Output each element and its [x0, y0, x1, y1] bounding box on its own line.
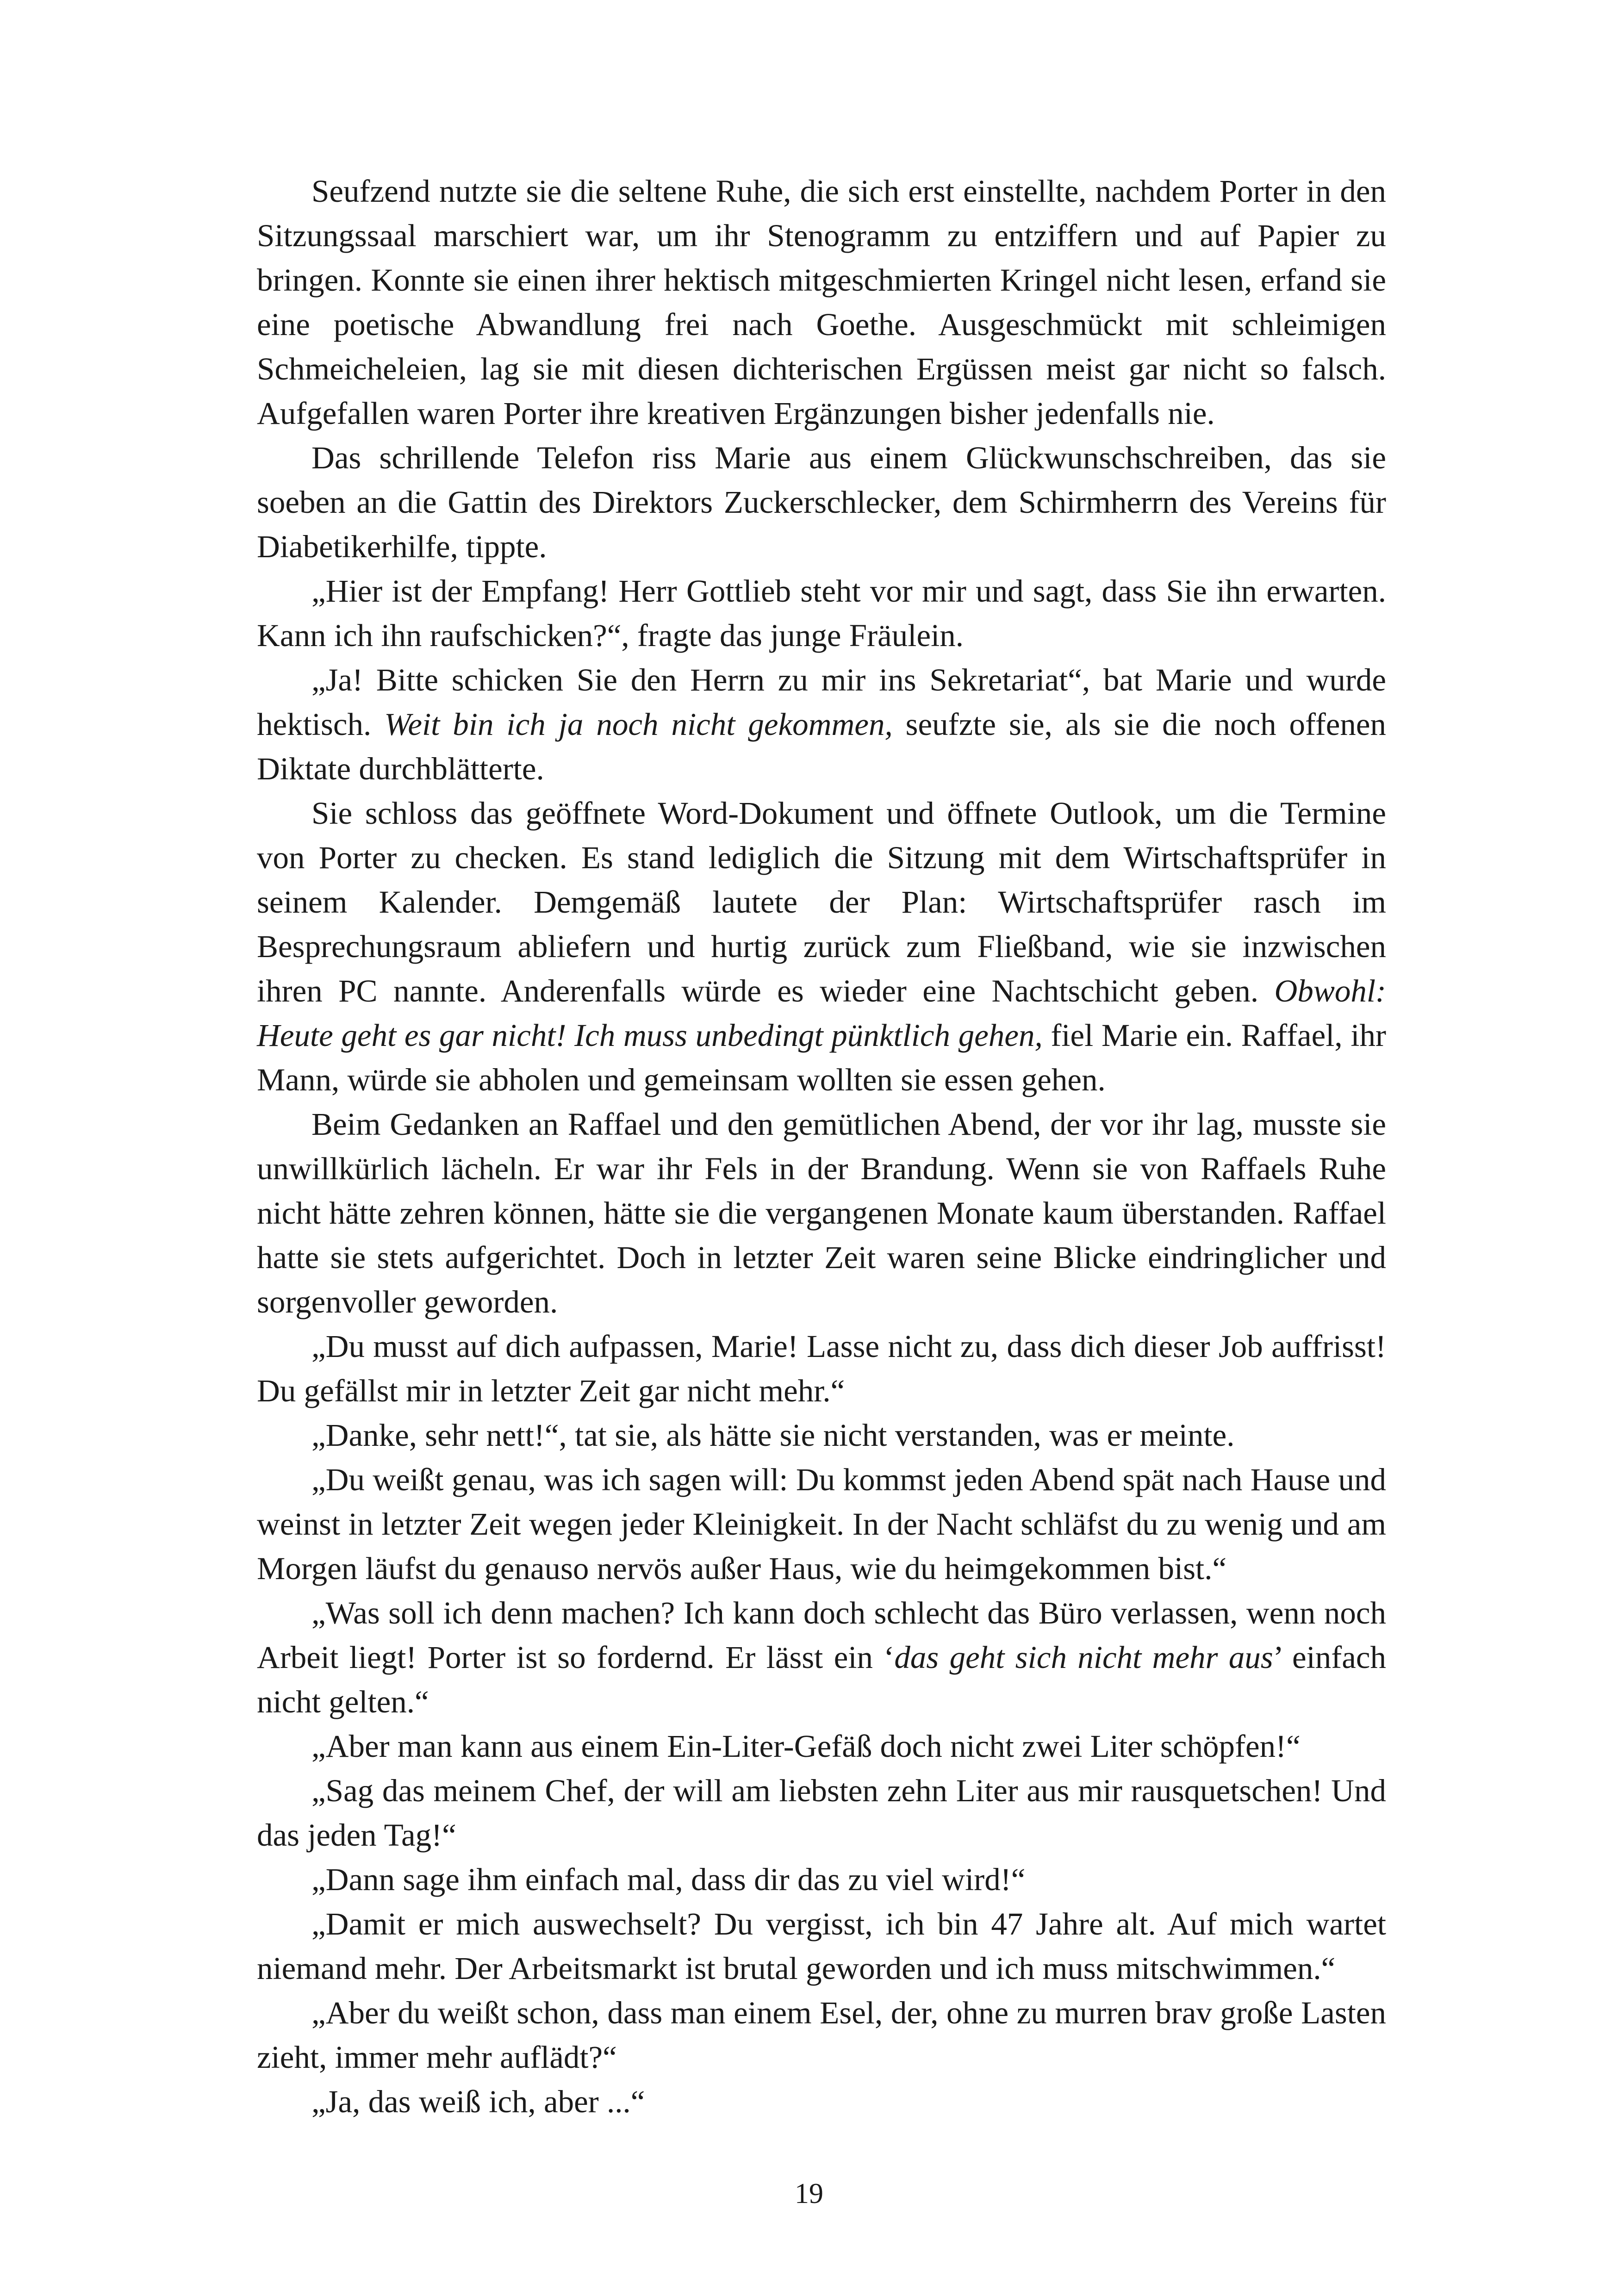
paragraph [257, 436, 1386, 569]
paragraph [257, 1991, 1386, 2079]
italic-text: Weit bin ich ja noch nicht gekommen, [384, 707, 893, 742]
text-segment: „Aber man kann aus einem Ein-Liter-Gefäß doch nicht zwei Liter schöpfen!“ [311, 1729, 1301, 1764]
text-segment: seufzte sie, als sie die noch offenen Diktate durchblätterte. [257, 707, 1387, 786]
text-segment: Beim Gedanken an Raffael und den gemütlichen Abend, der vor ihr lag, musste sie unwillkürlich lächeln. Er war ihr Fels in der Brandung. Wenn sie von Raffaels Ruhe nicht hätte zehren können, hätte sie die vergangenen Monate kaum überstanden. Raffael hatte sie stets aufgerichtet. Doch in letzter Zeit waren seine Blicke eindringlicher und sorgenvoller geworden. [257, 1107, 1386, 1319]
text-segment: „Was soll ich denn machen? Ich kann doch schlecht das Büro verlassen, wenn noch Arbeit liegt! Porter ist so fordernd. Er lässt ein ‘ [257, 1595, 1386, 1675]
text-segment: „Ja! Bitte schicken Sie den Herrn zu mir ins Sekretariat“, bat Marie und wurde hektisch. [257, 662, 1386, 742]
text-segment: „Hier ist der Empfang! Herr Gottlieb steht vor mir und sagt, dass Sie ihn erwarten. Kann ich ihn raufschicken?“, fragte das junge Fräulein. [257, 573, 1386, 653]
paragraph [257, 1324, 1386, 1413]
paragraph [257, 1724, 1386, 1768]
paragraph [257, 1902, 1386, 1991]
paragraph [257, 1591, 1386, 1724]
text-segment: ’ einfach nicht gelten.“ [257, 1640, 1386, 1719]
text-segment: „Aber du weißt schon, dass man einem Esel, der, ohne zu murren brav große Lasten zieht, immer mehr auflädt?“ [257, 1995, 1386, 2075]
paragraph [257, 1457, 1386, 1591]
paragraph [257, 1413, 1386, 1457]
body-text [257, 169, 1386, 2124]
paragraph [257, 169, 1386, 436]
paragraph [257, 658, 1386, 791]
italic-text: das geht sich nicht mehr aus [894, 1640, 1273, 1675]
page-number: 19 [795, 2178, 823, 2209]
text-segment: „Danke, sehr nett!“, tat sie, als hätte sie nicht verstanden, was er meinte. [311, 1418, 1235, 1453]
text-segment: „Dann sage ihm einfach mal, dass dir das zu viel wird!“ [311, 1862, 1026, 1897]
italic-text: Obwohl: Heute geht es gar nicht! Ich muss unbedingt pünktlich gehen, [257, 973, 1386, 1053]
paragraph [257, 1857, 1386, 1902]
text-segment: „Damit er mich auswechselt? Du vergisst, ich bin 47 Jahre alt. Auf mich wartet niemand mehr. Der Arbeitsmarkt ist brutal geworden und ich muss mitschwimmen.“ [257, 1906, 1386, 1986]
text-segment: „Ja, das weiß ich, aber ...“ [311, 2084, 645, 2119]
text-segment: „Du weißt genau, was ich sagen will: Du kommst jeden Abend spät nach Hause und weinst in letzter Zeit wegen jeder Kleinigkeit. In der Nacht schläfst du zu wenig und am Morgen läufst du genauso nervös außer Haus, wie du heimgekommen bist.“ [257, 1462, 1386, 1586]
paragraph [257, 1768, 1386, 1857]
text-segment: „Du musst auf dich aufpassen, Marie! Lasse nicht zu, dass dich dieser Job auffrisst! Du gefällst mir in letzter Zeit gar nicht mehr.“ [257, 1329, 1386, 1408]
paragraph [257, 2079, 1386, 2124]
text-segment: „Sag das meinem Chef, der will am liebsten zehn Liter aus mir rausquetschen! Und das jeden Tag!“ [257, 1773, 1386, 1853]
paragraph [257, 569, 1386, 658]
paragraph [257, 791, 1386, 1102]
text-segment: Seufzend nutzte sie die seltene Ruhe, die sich erst einstellte, nachdem Porter in den Sitzungssaal marschiert war, um ihr Stenogramm zu entziffern und auf Papier zu bringen. Konnte sie einen ihrer hektisch mitgeschmierten Kringel nicht lesen, erfand sie eine poetische Abwandlung frei nach Goethe. Ausgeschmückt mit schleimigen Schmeicheleien, lag sie mit diesen dichterischen Ergüssen meist gar nicht so falsch. Aufgefallen waren Porter ihre kreativen Ergänzungen bisher jedenfalls nie. [257, 174, 1386, 431]
paragraph [257, 1102, 1386, 1324]
text-segment: fiel Marie ein. Raffael, ihr Mann, würde sie abholen und gemeinsam wollten sie essen gehen. [257, 1018, 1387, 1097]
text-segment: Sie schloss das geöffnete Word-Dokument und öffnete Outlook, um die Termine von Porter zu checken. Es stand lediglich die Sitzung mit dem Wirtschaftsprüfer in seinem Kalender. Demgemäß lautete der Plan: Wirtschaftsprüfer rasch im Besprechungsraum abliefern und hurtig zurück zum Fließband, wie sie inzwischen ihren PC nannte. Anderenfalls würde es wieder eine Nachtschicht geben. [257, 796, 1386, 1008]
text-segment: Das schrillende Telefon riss Marie aus einem Glückwunschschreiben, das sie soeben an die Gattin des Direktors Zuckerschlecker, dem Schirmherrn des Vereins für Diabetikerhilfe, tippte. [257, 440, 1386, 564]
